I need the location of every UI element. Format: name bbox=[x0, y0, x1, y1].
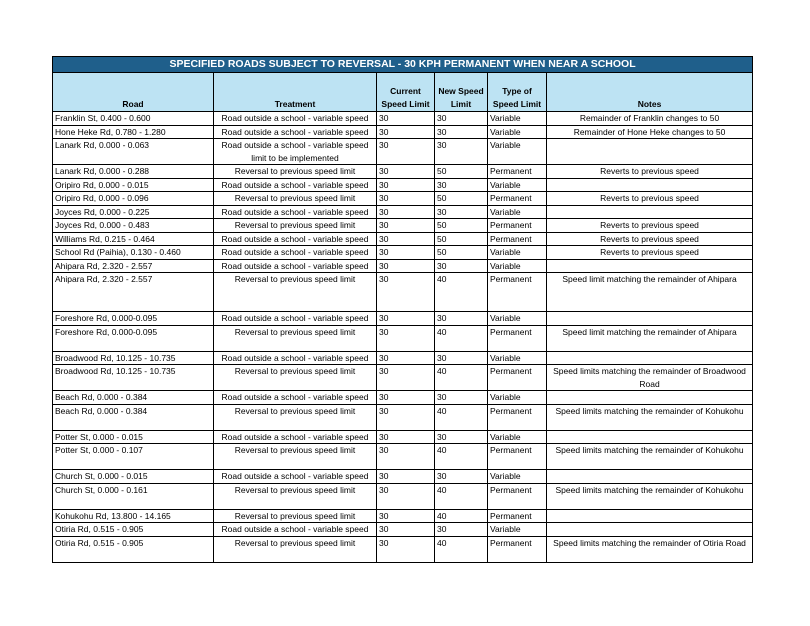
cell-new-speed: 30 bbox=[435, 523, 488, 537]
table-row bbox=[53, 523, 753, 537]
cell-road: Lanark Rd, 0.000 - 0.288 bbox=[53, 165, 214, 179]
cell-new-speed: 50 bbox=[435, 232, 488, 246]
cell-type: Variable bbox=[488, 391, 547, 405]
cell-type: Variable bbox=[488, 523, 547, 537]
cell-new-speed: 30 bbox=[435, 312, 488, 326]
cell-type: Permanent bbox=[488, 509, 547, 523]
cell-type: Variable bbox=[488, 178, 547, 192]
cell-new-speed: 40 bbox=[435, 404, 488, 430]
cell-current-speed: 30 bbox=[377, 404, 435, 430]
cell-road: School Rd (Paihia), 0.130 - 0.460 bbox=[53, 246, 214, 260]
table-row bbox=[53, 536, 753, 562]
cell-notes bbox=[547, 523, 753, 537]
table-row bbox=[53, 125, 753, 139]
cell-new-speed: 40 bbox=[435, 483, 488, 509]
cell-new-speed: 50 bbox=[435, 219, 488, 233]
cell-new-speed: 30 bbox=[435, 139, 488, 165]
cell-current-speed: 30 bbox=[377, 483, 435, 509]
cell-treatment: Road outside a school - variable speed bbox=[214, 205, 377, 219]
header-row bbox=[53, 73, 753, 112]
cell-current-speed: 30 bbox=[377, 165, 435, 179]
table-row bbox=[53, 178, 753, 192]
table-row bbox=[53, 139, 753, 165]
cell-new-speed: 30 bbox=[435, 351, 488, 365]
table-row bbox=[53, 470, 753, 484]
cell-new-speed: 30 bbox=[435, 178, 488, 192]
cell-treatment: Road outside a school - variable speed bbox=[214, 259, 377, 273]
cell-notes: Speed limits matching the remainder of Kohukohu bbox=[547, 404, 753, 430]
cell-type: Variable bbox=[488, 112, 547, 126]
cell-current-speed: 30 bbox=[377, 112, 435, 126]
cell-treatment: Road outside a school - variable speed bbox=[214, 523, 377, 537]
cell-treatment: Road outside a school - variable speed bbox=[214, 125, 377, 139]
cell-type: Variable bbox=[488, 470, 547, 484]
cell-current-speed: 30 bbox=[377, 192, 435, 206]
cell-treatment: Reversal to previous speed limit bbox=[214, 192, 377, 206]
table-body bbox=[53, 112, 753, 563]
cell-notes bbox=[547, 509, 753, 523]
cell-new-speed: 30 bbox=[435, 112, 488, 126]
cell-road: Joyces Rd, 0.000 - 0.483 bbox=[53, 219, 214, 233]
cell-notes: Reverts to previous speed bbox=[547, 246, 753, 260]
cell-road: Beach Rd, 0.000 - 0.384 bbox=[53, 404, 214, 430]
cell-notes: Remainder of Hone Heke changes to 50 bbox=[547, 125, 753, 139]
table-row bbox=[53, 404, 753, 430]
cell-type: Variable bbox=[488, 351, 547, 365]
table-row bbox=[53, 430, 753, 444]
table-row bbox=[53, 351, 753, 365]
header-current-speed: Current Speed Limit bbox=[377, 73, 435, 112]
cell-notes: Reverts to previous speed bbox=[547, 219, 753, 233]
table-row bbox=[53, 325, 753, 351]
cell-current-speed: 30 bbox=[377, 536, 435, 562]
cell-current-speed: 30 bbox=[377, 509, 435, 523]
cell-road: Broadwood Rd, 10.125 - 10.735 bbox=[53, 351, 214, 365]
cell-notes bbox=[547, 312, 753, 326]
cell-new-speed: 30 bbox=[435, 205, 488, 219]
table-row bbox=[53, 444, 753, 470]
cell-new-speed: 40 bbox=[435, 509, 488, 523]
cell-road: Potter St, 0.000 - 0.015 bbox=[53, 430, 214, 444]
table-row bbox=[53, 112, 753, 126]
cell-treatment: Road outside a school - variable speed bbox=[214, 351, 377, 365]
cell-new-speed: 40 bbox=[435, 273, 488, 312]
cell-type: Variable bbox=[488, 125, 547, 139]
header-road: Road bbox=[53, 73, 214, 112]
header-notes: Notes bbox=[547, 73, 753, 112]
cell-notes bbox=[547, 178, 753, 192]
cell-treatment: Reversal to previous speed limit bbox=[214, 444, 377, 470]
cell-new-speed: 30 bbox=[435, 430, 488, 444]
cell-current-speed: 30 bbox=[377, 219, 435, 233]
cell-road: Foreshore Rd, 0.000-0.095 bbox=[53, 312, 214, 326]
cell-type: Permanent bbox=[488, 232, 547, 246]
cell-treatment: Reversal to previous speed limit bbox=[214, 365, 377, 391]
cell-current-speed: 30 bbox=[377, 273, 435, 312]
header-treatment: Treatment bbox=[214, 73, 377, 112]
title-row bbox=[53, 57, 753, 73]
header-type: Type of Speed Limit bbox=[488, 73, 547, 112]
cell-treatment: Road outside a school - variable speed bbox=[214, 178, 377, 192]
cell-current-speed: 30 bbox=[377, 246, 435, 260]
cell-road: Franklin St, 0.400 - 0.600 bbox=[53, 112, 214, 126]
cell-treatment: Road outside a school - variable speed bbox=[214, 470, 377, 484]
cell-new-speed: 30 bbox=[435, 470, 488, 484]
cell-road: Williams Rd, 0.215 - 0.464 bbox=[53, 232, 214, 246]
cell-notes bbox=[547, 259, 753, 273]
cell-new-speed: 50 bbox=[435, 165, 488, 179]
cell-new-speed: 40 bbox=[435, 325, 488, 351]
cell-new-speed: 50 bbox=[435, 246, 488, 260]
cell-treatment: Road outside a school - variable speed bbox=[214, 391, 377, 405]
cell-treatment: Road outside a school - variable speed bbox=[214, 232, 377, 246]
cell-road: Lanark Rd, 0.000 - 0.063 bbox=[53, 139, 214, 165]
table-row bbox=[53, 259, 753, 273]
cell-road: Joyces Rd, 0.000 - 0.225 bbox=[53, 205, 214, 219]
cell-type: Permanent bbox=[488, 165, 547, 179]
cell-new-speed: 40 bbox=[435, 444, 488, 470]
cell-road: Church St, 0.000 - 0.161 bbox=[53, 483, 214, 509]
cell-type: Permanent bbox=[488, 404, 547, 430]
cell-road: Otiria Rd, 0.515 - 0.905 bbox=[53, 536, 214, 562]
cell-type: Permanent bbox=[488, 273, 547, 312]
cell-treatment: Road outside a school - variable speed bbox=[214, 246, 377, 260]
cell-treatment: Road outside a school - variable speed limit to be implemented bbox=[214, 139, 377, 165]
cell-treatment: Reversal to previous speed limit bbox=[214, 325, 377, 351]
cell-type: Permanent bbox=[488, 536, 547, 562]
cell-type: Permanent bbox=[488, 483, 547, 509]
cell-current-speed: 30 bbox=[377, 259, 435, 273]
cell-current-speed: 30 bbox=[377, 139, 435, 165]
cell-notes: Reverts to previous speed bbox=[547, 192, 753, 206]
table-row bbox=[53, 273, 753, 312]
cell-current-speed: 30 bbox=[377, 325, 435, 351]
cell-notes bbox=[547, 470, 753, 484]
cell-road: Ahipara Rd, 2.320 - 2.557 bbox=[53, 259, 214, 273]
cell-new-speed: 30 bbox=[435, 125, 488, 139]
table-row bbox=[53, 312, 753, 326]
cell-notes bbox=[547, 139, 753, 165]
table-row bbox=[53, 219, 753, 233]
table-row bbox=[53, 483, 753, 509]
cell-type: Variable bbox=[488, 430, 547, 444]
cell-new-speed: 30 bbox=[435, 259, 488, 273]
cell-type: Variable bbox=[488, 205, 547, 219]
cell-type: Variable bbox=[488, 259, 547, 273]
cell-road: Potter St, 0.000 - 0.107 bbox=[53, 444, 214, 470]
cell-treatment: Reversal to previous speed limit bbox=[214, 536, 377, 562]
cell-road: Foreshore Rd, 0.000-0.095 bbox=[53, 325, 214, 351]
cell-new-speed: 40 bbox=[435, 365, 488, 391]
speed-limit-table bbox=[52, 56, 753, 563]
cell-notes bbox=[547, 205, 753, 219]
cell-treatment: Road outside a school - variable speed bbox=[214, 312, 377, 326]
cell-road: Kohukohu Rd, 13.800 - 14.165 bbox=[53, 509, 214, 523]
table-row bbox=[53, 365, 753, 391]
cell-road: Oripiro Rd, 0.000 - 0.096 bbox=[53, 192, 214, 206]
header-new-speed: New Speed Limit bbox=[435, 73, 488, 112]
cell-treatment: Reversal to previous speed limit bbox=[214, 404, 377, 430]
cell-notes bbox=[547, 430, 753, 444]
cell-road: Otiria Rd, 0.515 - 0.905 bbox=[53, 523, 214, 537]
cell-current-speed: 30 bbox=[377, 205, 435, 219]
cell-type: Permanent bbox=[488, 325, 547, 351]
cell-treatment: Reversal to previous speed limit bbox=[214, 483, 377, 509]
table-row bbox=[53, 165, 753, 179]
cell-treatment: Reversal to previous speed limit bbox=[214, 273, 377, 312]
cell-current-speed: 30 bbox=[377, 125, 435, 139]
cell-current-speed: 30 bbox=[377, 312, 435, 326]
cell-new-speed: 50 bbox=[435, 192, 488, 206]
cell-road: Beach Rd, 0.000 - 0.384 bbox=[53, 391, 214, 405]
table-row bbox=[53, 509, 753, 523]
cell-current-speed: 30 bbox=[377, 232, 435, 246]
cell-notes bbox=[547, 351, 753, 365]
cell-current-speed: 30 bbox=[377, 470, 435, 484]
cell-current-speed: 30 bbox=[377, 178, 435, 192]
cell-type: Permanent bbox=[488, 219, 547, 233]
cell-treatment: Reversal to previous speed limit bbox=[214, 219, 377, 233]
cell-type: Variable bbox=[488, 139, 547, 165]
cell-treatment: Road outside a school - variable speed bbox=[214, 112, 377, 126]
cell-notes: Reverts to previous speed bbox=[547, 232, 753, 246]
cell-notes: Speed limit matching the remainder of Ahipara bbox=[547, 273, 753, 312]
table-row bbox=[53, 246, 753, 260]
cell-current-speed: 30 bbox=[377, 523, 435, 537]
cell-treatment: Reversal to previous speed limit bbox=[214, 165, 377, 179]
table-row bbox=[53, 232, 753, 246]
cell-notes: Speed limits matching the remainder of Broadwood Road bbox=[547, 365, 753, 391]
cell-notes bbox=[547, 391, 753, 405]
cell-notes: Reverts to previous speed bbox=[547, 165, 753, 179]
cell-road: Church St, 0.000 - 0.015 bbox=[53, 470, 214, 484]
cell-type: Variable bbox=[488, 312, 547, 326]
cell-new-speed: 40 bbox=[435, 536, 488, 562]
cell-notes: Remainder of Franklin changes to 50 bbox=[547, 112, 753, 126]
cell-type: Permanent bbox=[488, 444, 547, 470]
cell-notes: Speed limits matching the remainder of Otiria Road bbox=[547, 536, 753, 562]
cell-type: Permanent bbox=[488, 192, 547, 206]
cell-road: Oripiro Rd, 0.000 - 0.015 bbox=[53, 178, 214, 192]
cell-new-speed: 30 bbox=[435, 391, 488, 405]
cell-type: Permanent bbox=[488, 365, 547, 391]
cell-road: Hone Heke Rd, 0.780 - 1.280 bbox=[53, 125, 214, 139]
cell-notes: Speed limits matching the remainder of Kohukohu bbox=[547, 483, 753, 509]
cell-current-speed: 30 bbox=[377, 365, 435, 391]
table-title: SPECIFIED ROADS SUBJECT TO REVERSAL - 30 KPH PERMANENT WHEN NEAR A SCHOOL bbox=[53, 57, 753, 73]
cell-type: Variable bbox=[488, 246, 547, 260]
table-row bbox=[53, 391, 753, 405]
cell-current-speed: 30 bbox=[377, 430, 435, 444]
cell-road: Ahipara Rd, 2.320 - 2.557 bbox=[53, 273, 214, 312]
table-row bbox=[53, 192, 753, 206]
cell-road: Broadwood Rd, 10.125 - 10.735 bbox=[53, 365, 214, 391]
cell-current-speed: 30 bbox=[377, 351, 435, 365]
cell-notes: Speed limits matching the remainder of Kohukohu bbox=[547, 444, 753, 470]
table-row bbox=[53, 205, 753, 219]
cell-current-speed: 30 bbox=[377, 391, 435, 405]
cell-treatment: Reversal to previous speed limit bbox=[214, 509, 377, 523]
cell-notes: Speed limit matching the remainder of Ahipara bbox=[547, 325, 753, 351]
cell-current-speed: 30 bbox=[377, 444, 435, 470]
cell-treatment: Road outside a school - variable speed bbox=[214, 430, 377, 444]
